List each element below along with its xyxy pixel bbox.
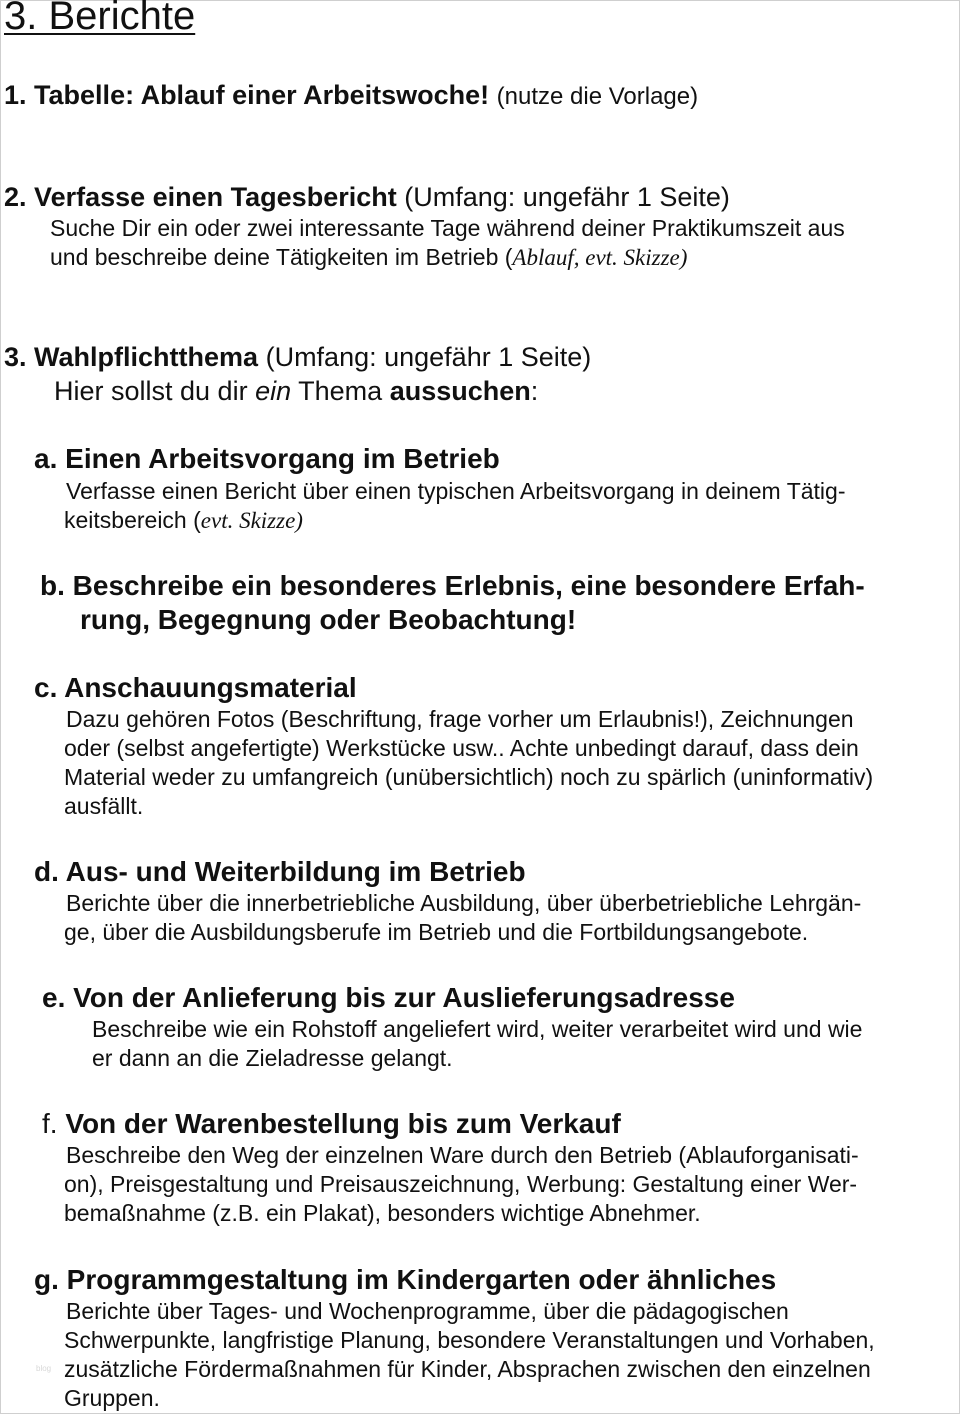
topic-g-line: zusätzliche Fördermaßnahmen für Kinder, Absprachen zwischen den einzelnen — [64, 1356, 871, 1382]
topic-a-line-1: Verfasse einen Bericht über einen typischen Arbeitsvorgang in deinem Tätig- — [66, 478, 846, 504]
topic-e-line: Beschreibe wie ein Rohstoff angeliefert wird, weiter verarbeitet wird und wie — [92, 1016, 863, 1042]
topic-d-heading: d. Aus- und Weiterbildung im Betrieb — [34, 856, 526, 887]
topic-a-line-2: keitsbereich (evt. Skizze) — [64, 507, 303, 533]
task-2-heading: Verfasse einen Tagesbericht — [34, 182, 397, 212]
topic-c-line: Dazu gehören Fotos (Beschriftung, frage vorher um Erlaubnis!), Zeichnungen — [66, 706, 854, 732]
task-2 — [4, 182, 730, 213]
topic-d-line: Berichte über die innerbetriebliche Ausbildung, über überbetriebliche Lehrgän- — [66, 890, 862, 916]
task-2-line-1: Suche Dir ein oder zwei interessante Tage während deiner Praktikumszeit aus — [50, 215, 845, 241]
topic-f-line: on), Preisgestaltung und Preisauszeichnung, Werbung: Gestaltung einer Wer- — [64, 1171, 858, 1197]
topic-g-heading: g. Programmgestaltung im Kindergarten oder ähnliches — [34, 1264, 777, 1295]
topic-c-heading: c. Anschauungsmaterial — [34, 672, 357, 703]
watermark: blog — [36, 1364, 52, 1373]
topic-e-heading: e. Von der Anlieferung bis zur Auslieferungsadresse — [42, 982, 735, 1013]
topic-e-line: er dann an die Zieladresse gelangt. — [92, 1045, 453, 1071]
topic-f-heading: f. Von der Warenbestellung bis zum Verkauf — [42, 1108, 621, 1139]
task-1 — [4, 80, 698, 111]
topic-c-line: oder (selbst angefertigte) Werkstücke usw.. Achte unbedingt darauf, dass dein — [64, 735, 859, 761]
topic-f-line: Beschreibe den Weg der einzelnen Ware durch den Betrieb (Ablauforganisati- — [66, 1142, 859, 1168]
topic-b-heading-line-2: rung, Begegnung oder Beobachtung! — [80, 604, 577, 635]
task-3-number: 3. — [4, 342, 27, 372]
topic-g-line: Gruppen. — [64, 1385, 160, 1411]
task-3-heading: Wahlpflichtthema — [34, 342, 259, 372]
task-2-line-2: und beschreibe deine Tätigkeiten im Betrieb (Ablauf, evt. Skizze) — [50, 244, 688, 270]
topic-d-line: ge, über die Ausbildungsberufe im Betrieb und die Fortbildungsangebote. — [64, 919, 809, 945]
task-3-note: (Umfang: ungefähr 1 Seite) — [265, 342, 592, 372]
task-1-number: 1. — [4, 80, 27, 110]
topic-c-line: Material weder zu umfangreich (unübersichtlich) noch zu spärlich (uninformativ) — [64, 764, 874, 790]
topic-g-line: Schwerpunkte, langfristige Planung, besondere Veranstaltungen und Vorhaben, — [64, 1327, 875, 1353]
task-1-heading: Tabelle: Ablauf einer Arbeitswoche! — [34, 80, 490, 110]
task-2-note: (Umfang: ungefähr 1 Seite) — [404, 182, 730, 212]
task-2-number: 2. — [4, 182, 27, 212]
topic-a-heading: a. Einen Arbeitsvorgang im Betrieb — [34, 443, 500, 474]
task-3 — [4, 342, 591, 373]
task-1-note: (nutze die Vorlage) — [496, 83, 699, 110]
page-title: 3. Berichte — [4, 0, 196, 38]
task-3-intro: Hier sollst du dir ein Thema aussuchen: — [54, 376, 539, 406]
topic-c-line: ausfällt. — [64, 793, 144, 819]
topic-g-line: Berichte über Tages- und Wochenprogramme, über die pädagogischen — [66, 1298, 789, 1324]
topic-f-line: bemaßnahme (z.B. ein Plakat), besonders wichtige Abnehmer. — [64, 1200, 701, 1226]
topic-b-heading: b. Beschreibe ein besonderes Erlebnis, eine besondere Erfah- — [40, 570, 865, 601]
